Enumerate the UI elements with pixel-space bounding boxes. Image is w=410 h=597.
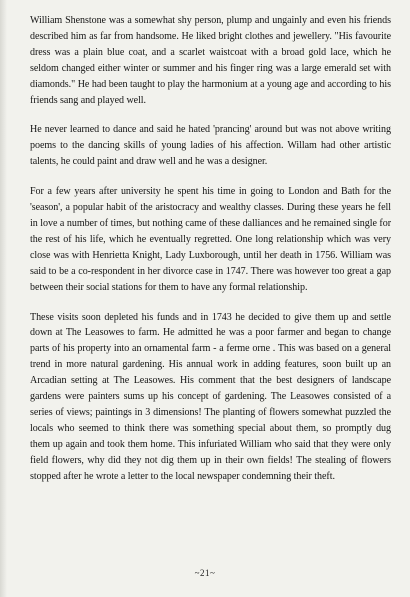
page-number: ~21~: [194, 568, 216, 579]
paragraph-2: He never learned to dance and said he hated 'prancing' around but was not above writing poems to the dancing skills of young ladies of his affection. Willam had other artistic talents, he could paint and draw well and he was a designer.: [30, 124, 391, 168]
paragraph-4: These visits soon depleted his funds and in 1743 he decided to give them up and settle down at The Leasowes to farm. He admitted he was a poor farmer and began to change parts of his property into an ornamental farm - a ferme orne . This was based on a general trend in more natural gardening. His annual work in adding features, soon built up an Arcadian setting at The Leasowes. His comment that the best designers of landscape gardens were painters sums up his concept of gardening. The Leasowes consisted of a series of views; paintings in 3 dimensions! The planting of flowers somewhat puzzled the locals who seemed to think there was something special about them, so promptly dug them up again and took them home. This infuriated William who said that they were only field flowers, why did they not dig them up in their own fields! The stealing of flowers stopped after he wrote a letter to the local newspaper condemning their theft.: [30, 311, 391, 482]
paragraph-1: William Shenstone was a somewhat shy person, plump and ungainly and even his friends described him as far from handsome. He liked bright clothes and jewellery. "His favourite dress was a plain blue coat, and a scarlet waistcoat with a broad gold lace, which he seldom changed either winter or summer and his finger ring was a large emerald set with diamonds." He had been taught to play the harmonium at a young age and according to his friends sang and played well.: [30, 15, 391, 106]
paragraph-3: For a few years after university he spent his time in going to London and Bath for the 'season', a popular habit of the aristocracy and wealthy classes. During these years he fell in love a number of times, but nothing came of these dalliances and he remained single for the rest of his life, which he eventually regretted. One long relationship which was very close was with Henrietta Knight, Lady Luxborough, until her death in 1756. William was said to be a co-respondent in her divorce case in 1747. There was however too great a gap between their social stations for them to have any formal relationship.: [30, 186, 391, 293]
